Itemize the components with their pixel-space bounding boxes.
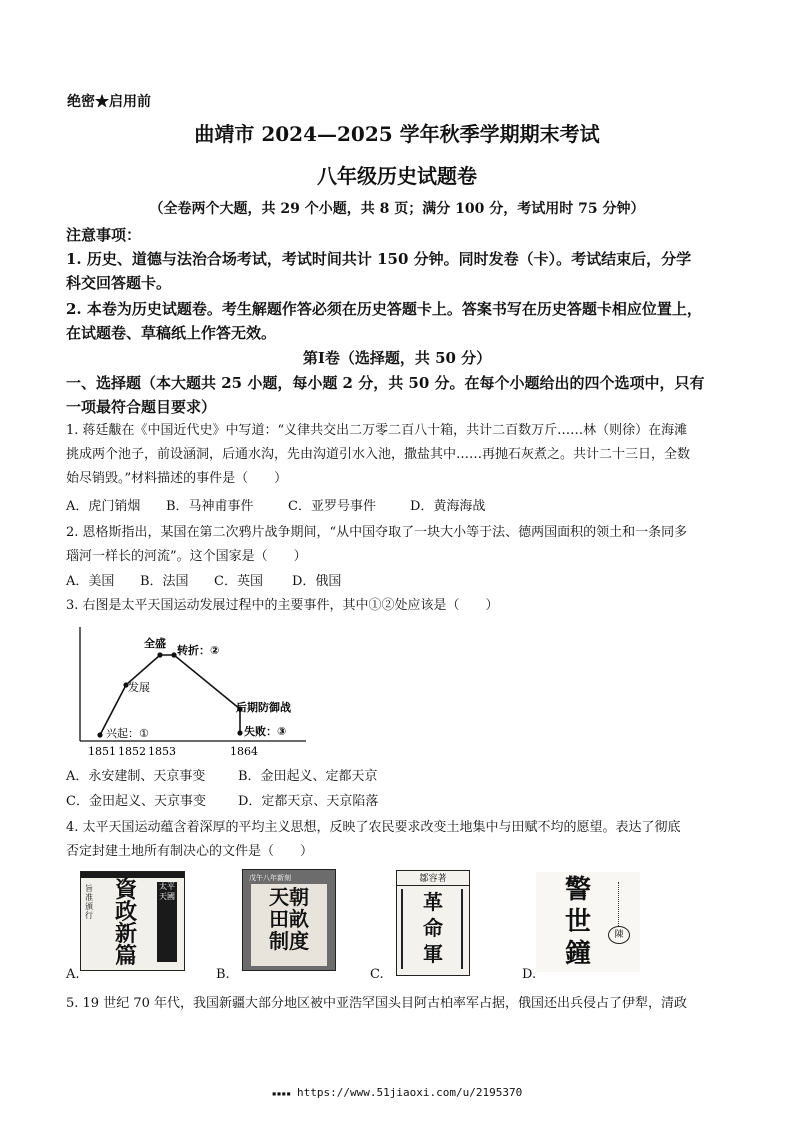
doc-b-char3: 田 bbox=[269, 907, 289, 931]
q1-line3: 始尽销毁。”材料描述的事件是（ ） bbox=[66, 471, 288, 486]
doc-b-top: 戊午八年新刻 bbox=[249, 874, 291, 882]
doc-d-char3: 鐘 bbox=[564, 939, 591, 969]
q1-line1: 1. 蒋廷黻在《中国近代史》中写道：“义律共交出二万零二百八十箱，共计二百数万斤……林（则徐）在海滩 bbox=[66, 423, 688, 438]
q3-option-b[interactable]: B．金田起义、定都天京 bbox=[238, 769, 378, 784]
q2-option-a[interactable]: A．美国 bbox=[66, 574, 115, 589]
doc-b-char2: 朝 bbox=[289, 885, 309, 909]
note1-line1: 1. 历史、道德与法治合场考试，考试时间共计 150 分钟。同时发卷（卡）。考试结束后，分学 bbox=[66, 250, 692, 268]
doc-b-char1: 天 bbox=[269, 885, 289, 909]
q4-line1: 4. 太平天国运动蕴含着深厚的平均主义思想，反映了农民要求改变土地集中与田赋不均的愿望。表达了彻底 bbox=[66, 820, 681, 835]
q3-option-d[interactable]: D．定都天京、天京陷落 bbox=[238, 794, 379, 809]
note2-line2: 在试题卷、草稿纸上作答无效。 bbox=[66, 324, 277, 342]
chart-label-fail: 失败：③ bbox=[244, 725, 287, 738]
doc-a-side-top: 太平天國 bbox=[157, 882, 177, 962]
footer-prefix: ▪▪▪▪ bbox=[271, 1089, 292, 1098]
chart-line bbox=[100, 655, 240, 735]
part-title: 第Ⅰ卷（选择题，共 50 分） bbox=[302, 349, 492, 367]
q2-option-c[interactable]: C．英国 bbox=[214, 574, 263, 589]
chart-tick-1864: 1864 bbox=[230, 745, 258, 758]
q5-line1: 5. 19 世纪 70 年代，我国新疆大部分地区被中亚浩罕国头目阿古柏率军占据，俄国还出兵侵占了伊犁，清政 bbox=[66, 996, 688, 1011]
section-heading-line2: 一项最符合题目要求） bbox=[66, 398, 217, 416]
doc-b-char6: 度 bbox=[289, 929, 309, 953]
q1-option-b[interactable]: B．马神甫事件 bbox=[166, 499, 254, 514]
taiping-chart bbox=[74, 625, 310, 759]
q2-option-b[interactable]: B．法国 bbox=[140, 574, 189, 589]
chart-tick-1851: 1851 bbox=[88, 745, 116, 758]
doc-a-char3: 新 bbox=[114, 922, 137, 947]
q4-option-b-letter[interactable]: B. bbox=[216, 967, 230, 982]
exam-subtitle: 八年级历史试题卷 bbox=[317, 164, 477, 188]
chart-tick-1853: 1853 bbox=[148, 745, 176, 758]
chart-tick-1852: 1852 bbox=[118, 745, 146, 758]
doc-a-image bbox=[80, 871, 185, 971]
doc-a-char2: 政 bbox=[114, 900, 137, 925]
note2-line1: 2. 本卷为历史试题卷。考生解题作答必须在历史答题卡上。答案书写在历史答题卡相应位置上， bbox=[66, 300, 702, 318]
doc-c-image bbox=[396, 870, 470, 976]
q3-line1: 3. 右图是太平天国运动发展过程中的主要事件，其中①②处应该是（ ） bbox=[66, 598, 499, 613]
doc-c-char1: 革 bbox=[423, 890, 443, 914]
q1-line2: 挑成两个池子，前设涵洞，后通水沟，先由沟道引水入池，撒盐其中……再抛石灰煮之。共计二十三日，全数 bbox=[66, 447, 691, 462]
q2-line1: 2. 恩格斯指出，某国在第二次鸦片战争期间，“从中国夺取了一块大小等于法、德两国面积的领土和一条同多 bbox=[66, 525, 688, 540]
chart-label-turn: 转折：② bbox=[177, 644, 220, 657]
exam-info: （全卷两个大题，共 29 个小题，共 8 页；满分 100 分，考试用时 75 分钟） bbox=[149, 201, 645, 217]
q2-option-d[interactable]: D．俄国 bbox=[292, 574, 342, 589]
chart-label-defense: 后期防御战 bbox=[236, 701, 291, 714]
q3-option-c[interactable]: C．金田起义、天京事变 bbox=[66, 794, 206, 809]
q4-option-d-letter[interactable]: D. bbox=[522, 967, 537, 982]
doc-b-char5: 制 bbox=[269, 929, 289, 953]
footer-url[interactable]: https://www.51jiaoxi.com/u/2195370 bbox=[297, 1086, 523, 1099]
chart-label-develop: 发展 bbox=[128, 681, 150, 694]
q4-option-c-letter[interactable]: C. bbox=[370, 967, 384, 982]
doc-b-char4: 畝 bbox=[289, 907, 309, 931]
doc-c-top: 鄒容著 bbox=[419, 874, 447, 884]
q1-option-c[interactable]: C．亚罗号事件 bbox=[288, 499, 376, 514]
exam-title: 曲靖市 2024—2025 学年秋季学期期末考试 bbox=[194, 122, 600, 146]
note1-line2: 科交回答题卡。 bbox=[66, 274, 172, 292]
q1-option-a[interactable]: A．虎门销烟 bbox=[66, 499, 141, 514]
q3-option-a[interactable]: A．永安建制、天京事变 bbox=[66, 769, 206, 784]
chart-label-start: 兴起：① bbox=[106, 727, 149, 740]
chart-point-turn bbox=[171, 652, 176, 657]
q4-option-a-letter[interactable]: A. bbox=[66, 967, 80, 982]
chart-point-fail bbox=[237, 730, 242, 735]
doc-c-char2: 命 bbox=[423, 916, 443, 940]
chart-point-start bbox=[97, 732, 102, 737]
section-heading-line1: 一、选择题（本大题共 25 小题，每小题 2 分，共 50 分。在每个小题给出的四个选项中，只有 bbox=[66, 374, 705, 392]
q4-line2: 否定封建土地所有制决心的文件是（ ） bbox=[66, 844, 314, 859]
doc-d-char2: 世 bbox=[564, 907, 591, 937]
doc-a-char1: 資 bbox=[114, 878, 137, 903]
doc-c-char3: 軍 bbox=[423, 942, 443, 966]
doc-d-char1: 警 bbox=[564, 875, 591, 905]
doc-b-image bbox=[242, 869, 336, 971]
chart-label-peak: 全盛 bbox=[144, 637, 166, 650]
secret-mark: 绝密★启用前 bbox=[67, 94, 151, 110]
doc-d-image bbox=[536, 872, 640, 972]
chart-point-peak bbox=[157, 652, 162, 657]
notes-heading: 注意事项： bbox=[66, 226, 142, 244]
doc-d-seal: 陳 bbox=[608, 926, 630, 944]
q2-line2: 瑙河一样长的河流”。这个国家是（ ） bbox=[66, 549, 307, 564]
doc-a-side-right: 旨准頒行 bbox=[85, 884, 93, 920]
q1-option-d[interactable]: D．黄海海战 bbox=[410, 499, 486, 514]
footer bbox=[0, 1086, 794, 1099]
doc-a-char4: 篇 bbox=[114, 944, 137, 969]
